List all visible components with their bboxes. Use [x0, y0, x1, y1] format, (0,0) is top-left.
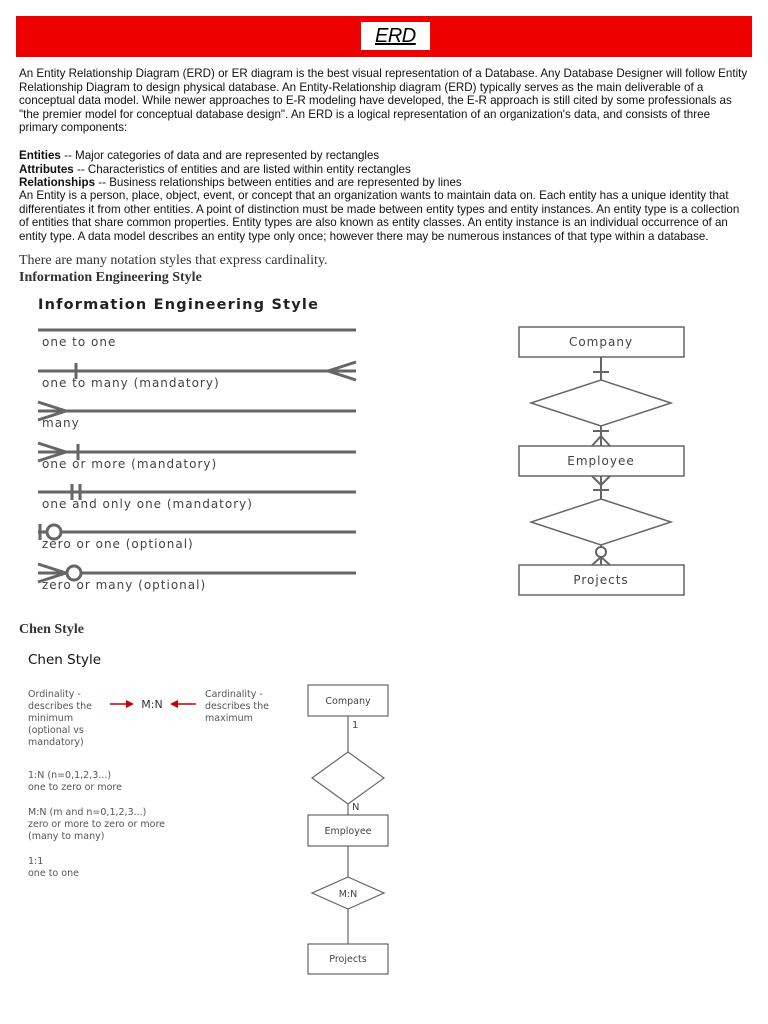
- example-1-line-2: one to zero or more: [28, 782, 122, 793]
- ie-figure: [28, 290, 700, 602]
- chen-center-label: M:N: [141, 698, 163, 711]
- definition-attributes: Attributes -- Characteristics of entities and are listed within entity rectangles: [19, 162, 411, 176]
- notation-label-one-or-more: one or more (mandatory): [42, 457, 218, 471]
- example-3-line-1: 1:1: [28, 856, 44, 867]
- chen-entity-employee-label: Employee: [324, 826, 372, 837]
- page-title: ERD: [361, 22, 430, 50]
- notation-label-one-to-many: one to many (mandatory): [42, 376, 220, 390]
- notation-label-one-to-one: one to one: [42, 335, 117, 349]
- ordinality-line-5: mandatory): [28, 737, 84, 748]
- cardinality-line-1: Cardinality -: [205, 689, 263, 700]
- ordinality-line-1: Ordinality -: [28, 689, 81, 700]
- chen-figure: [20, 645, 440, 980]
- chen-cardinality-one: 1: [352, 720, 359, 731]
- example-1-line-1: 1:N (n=0,1,2,3...): [28, 770, 112, 781]
- ordinality-line-4: (optional vs: [28, 725, 84, 736]
- ie-relationship-diamond-1: [531, 380, 671, 426]
- notation-intro: There are many notation styles that express cardinality.: [19, 253, 328, 268]
- notation-label-zero-or-one: zero or one (optional): [42, 537, 194, 551]
- chen-relation-label: M:N: [338, 889, 358, 900]
- intro-paragraph: An Entity Relationship Diagram (ERD) or ER diagram is the best visual representation of a Database. Any Database Designer will follow Entity Relationship Diagram to design physical database. An Entity-Relationship diagram (ERD) typically serves as the main deliverable of a conceptual data model. While newer approaches to E-R modeling have developed, the E-R approach is still cited by some professionals as "the premier model for conceptual database design". An ERD is a logical representation of an organization's data, and consists of three primary components:: [19, 67, 748, 135]
- chen-entity-company-label: Company: [325, 696, 371, 707]
- cardinality-line-2: describes the: [205, 701, 270, 712]
- ie-relationship-diamond-2: [531, 499, 671, 545]
- chen-figure-title: Chen Style: [28, 652, 102, 668]
- definition-relationships: Relationships -- Business relationships between entities and are represented by lines: [19, 176, 462, 190]
- ie-entity-projects-label: Projects: [573, 573, 629, 587]
- ie-entity-company-label: Company: [568, 335, 634, 349]
- chen-entity-projects-label: Projects: [329, 954, 367, 965]
- title-banner: [16, 16, 752, 57]
- example-2-line-2: zero or more to zero or more: [28, 819, 165, 830]
- chen-relationship-diamond-1: [312, 752, 384, 804]
- ordinality-line-3: minimum: [28, 713, 74, 724]
- ie-figure-title: Information Engineering Style: [38, 297, 320, 313]
- example-2-line-1: M:N (m and n=0,1,2,3...): [28, 807, 147, 818]
- cardinality-line-3: maximum: [205, 713, 253, 724]
- chen-cardinality-n: N: [352, 802, 360, 813]
- notation-label-one-and-only-one: one and only one (mandatory): [42, 497, 253, 511]
- ie-entity-employee-label: Employee: [567, 454, 635, 468]
- example-3-line-2: one to one: [28, 868, 79, 879]
- ordinality-line-2: describes the: [28, 701, 93, 712]
- definition-entities: Entities -- Major categories of data and are represented by rectangles: [19, 149, 380, 162]
- example-2-line-3: (many to many): [28, 831, 105, 842]
- entity-paragraph: An Entity is a person, place, object, event, or concept that an organization wants to maintain data on. Each entity has a unique identity that differentiates it from other entities. A point of distinction must be made between entity types and entity instances. An entity type is a collection of entities that share common properties. Entity types are also known as entity classes. An entity instance is an individual occurrence of an entity type. A data model describes an entity type only once; however there may be numerous instances of that type within a database.: [19, 189, 740, 243]
- ie-section-heading: Information Engineering Style: [19, 270, 202, 285]
- chen-section-heading: Chen Style: [19, 622, 84, 637]
- notation-label-zero-or-many: zero or many (optional): [42, 578, 207, 592]
- component-definitions: [19, 149, 749, 190]
- notation-label-many: many: [42, 416, 80, 430]
